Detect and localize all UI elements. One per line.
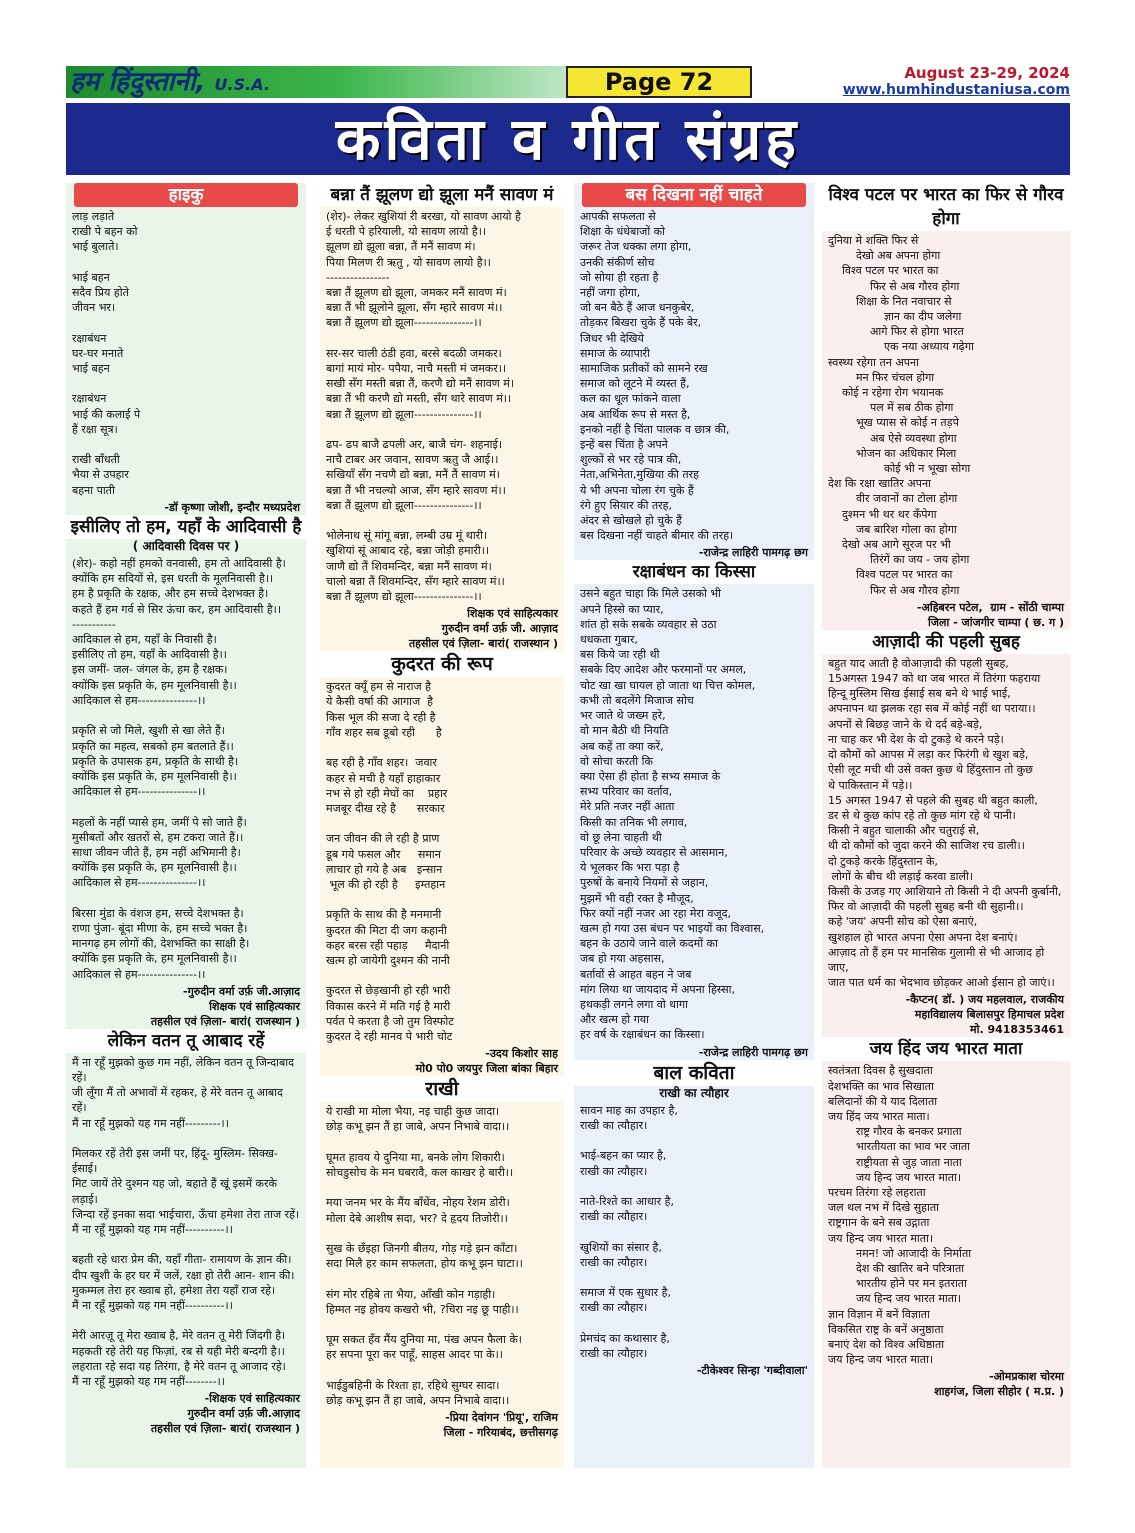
bas-dikhna-title: बस दिखना नहीं चाहते bbox=[582, 183, 806, 207]
brand-title bbox=[66, 66, 566, 98]
section-banner: कविता व गीत संग्रह bbox=[66, 103, 1070, 175]
column-4 bbox=[822, 183, 1070, 1468]
banna-text: (शेर)- लेकर खुशियां री बरखा, यो सावण आयो है ई धरती पे हरियाली, यो सावण लायो है।। झूलण द्यो झूला बन्ना, तैं मनैं सावण मं। पिया मिलण री ऋतु , यो सावण लायो है।। ---------------- बन्ना तैं झूलण द्यो झूला, जमकर मनैं सावण मं। बन्ना तैं भी झूलोने झूला, सँग म्हारे सावण मं।। बन्ना तैं झूलण द्यो झूला---------------।। सर-सर चाली ठंडी हवा, बरसे बदळी जमकर। बागां मायं मोर- पपैया, नाचै मस्ती मं जमकर।। सखी सँग मस्ती बन्ना तैं, करणै द्यो मनैं सावण मं। बन्ना तैं भी करणै द्यो मस्ती, सँग थारे सावण मं।। बन्ना तैं झूलण द्यो झूला---------------।। ढप- ढप बाजै ढपली अर, बाजै चंग- शहनाई। नाचै टाबर अर जवान, सावण ऋतु जै आई।। सखियाँ सँग नचणै द्यो बन्ना, मनैं तैं सावण मं। बन्ना तैं भी नचल्यो आज, सँग म्हारे सावण मं।। बन्ना तैं झूलण द्यो झूला---------------।। भोलेनाथ सूं मांगू बन्ना, लम्बी उम्र मूं थारी। खुशियां सूं आबाद रहे, बन्ना जोड़ी हमारी।। जाणै द्यो तैं शिवमन्दिर, बन्ना मनैं सावण मं। चालो बन्ना तैं शिवमन्दिर, सँग म्हारे सावण मं।। बन्ना तैं झूलण द्यो झूला---------------।। bbox=[326, 210, 521, 604]
banna-credit: शिक्षक एवं साहित्यकार गुरुदीन वर्मा उर्फ़ जी. आज़ाद तहसील एवं ज़िला- बारां( राजस्थान ) bbox=[408, 607, 558, 651]
azadi-subah-credit: -कैप्टन( डॉ. ) जय महलवाल, राजकीय महाविद्यालय बिलासपुर हिमाचल प्रदेश मो. 9418353461 bbox=[905, 993, 1064, 1037]
vishwa-patal-credit: -अहिबरन पटेल, ग्राम - सोंठी चाम्पा जिला - जांजगीर चाम्पा ( छ. ग ) bbox=[916, 600, 1064, 629]
raksha-kissa-credit: -राजेन्द्र लाहिरी पामगढ़ छग bbox=[698, 1045, 808, 1059]
azadi-subah-text: बहुत याद आती है वोआज़ादी की पहली सुबह, 15अगस्त 1947 को था जब भारत में तिरंगा फहराया हिन्दू मुस्लिम सिख ईसाई सब बने थे भाई भाई, अपनापन था झलक रहा सब में कोई नहीं था पराया।। अपनों से बिछड़ जाने के थे दर्द बड़े-बड़े, ना चाह कर भी देश के दो टुकड़े थे करने पड़े। दो कौमों को आपस में लड़ा कर फिरंगी थे खुश बड़े, ऐसी लूट मची थी उसे वक्त कुछ थे हिंदुस्तान तो कुछ थे पाकिस्तान में पड़े।। 15 अगस्त 1947 से पहले की सुबह थी बहुत काली, डर से थे कुछ कांप रहे तो कुछ मांग रहे थे पानी। किसी ने बहुत चालाकी और चतुराई से, थी दो कौमों को जुदा करने की साजिश रच डाली।। दो टुकड़े करके हिंदुस्तान के, लोगों के बीच थी लड़ाई करवा डाली। किसी के उजड़ गए आशियाने तो किसी ने दी अपनी कुर्बानी, फिर वो आज़ादी की पहली सुबह बनी थी सुहानी।। कहे 'जय' अपनी सोच को ऐसा बनाएं, खुशहाल हो भारत अपना ऐसा अपना देश बनाएं। आज़ाद तो हैं हम पर मानसिक गुलामी से भी आजाद हो जाए, जात पात धर्म का भेदभाव छोड़कर आओ ईसान हो जाएं।। bbox=[828, 656, 1062, 990]
kudrat-title: कुदरत की रूप bbox=[320, 651, 564, 677]
vishwa-patal-title: विश्व पटल पर भारत का फिर से गौरव होगा bbox=[822, 183, 1070, 231]
bal-kavita-credit: -टीकेश्वर सिन्हा 'गब्दीवाला' bbox=[696, 1364, 808, 1378]
brand-suffix: U.S.A. bbox=[214, 75, 270, 94]
adivasi-credit: -गुरुदीन वर्मा उर्फ़ जी.आज़ाद शिक्षक एवं साहित्यकार तहसील एवं ज़िला- बारां( राजस्थान ) bbox=[150, 984, 300, 1028]
bas-dikhna-text: आपकी सफलता से शिक्षा के धंधेबाजों को जरूर तेज धक्का लगा होगा, उनकी संकीर्ण सोच जो सोया ही रहता है नहीं जगा होगा, जो बन बैठे हैं आज धनकुबेर, तोड़कर बिखरा चुके हैं पके बेर, जिधर भी देखिये समाज के व्यापारी सामाजिक प्रतीकों को सामने रख समाज को लूटने में व्यस्त हैं, कल का धूल फांकने वाला अब आर्थिक रूप से मस्त है, इनको नहीं है चिंता पालक व छात्र की, इन्हें बस चिंता है अपने शुल्कों से भर रहे पात्र की, नेता,अभिनेता,मुखिया की तरह ये भी अपना चोला रंग चुके हैं रंगे हुए सियार की तरह, अंदर से खोखले हो चुके हैं बस दिखना नहीं चाहते बीमार की तरह। bbox=[580, 210, 734, 543]
azadi-subah-title: आज़ादी की पहली सुबह bbox=[822, 630, 1070, 654]
rakhi-text: ये राखी मा मोला भैया, नइ चाही कुछ जादा। छोड़ कभू झन तैं हा जाबे, अपन निभाबे वादा।। घूमत हावय ये दुनिया मा, बनके लोग शिकारी। सोचडुसोच के मन घबरावै, कल काखर हे बारी।। मया जनम भर के मैंय बाँधेंव, नोहय रेशम डोरी। मोला देबे आशीष सदा, भर? दे हृदय तिजोरी।। सुख के छँइहा जिनगी बीतय, गोड़ गड़े झन काँटा। सदा मिलै हर काम सफलता, होय कभू झन घाटा।। संग मोर रहिबे ता भैया, आँखी कोन गड़ाही। हिम्मत नइ होवय कखरो भी, ?चिरा नइ छू पाही।। घूम सकत हँव मैंय दुनिया मा, पंख अपन फैला के। हर सपना पूरा कर पाहूँ, साहस आदर पा के।। भाईडुबहिनी के रिश्ता हा, रहिथे सुग्घर सादा। छोड़ कभू झन तैं हा जाबे, अपन निभाबे वादा।। bbox=[326, 1105, 523, 1408]
bal-kavita-subtitle: राखी का त्यौहार bbox=[659, 1085, 729, 1100]
adivasi-text: (शेर)- कहो नहीं हमको वनवासी, हम तो आदिवासी है। क्योंकि हम सदियों से, इस धरती के मूलनिवासी है।। हम है प्रकृति के रक्षक, और हम सच्चे देशभक्त है। कहते हैं हम गर्व से सिर ऊंचा कर, हम आदिवासी है।। ----------- आदिकाल से हम, यहाँ के निवासी है। इसीलिए तो हम, यहाँ के आदिवासी है।। इस जमीं- जल- जंगल के, हम है रक्षक। क्योंकि इस प्रकृति के, हम मूलनिवासी है।। आदिकाल से हम---------------।। प्रकृति से जो मिले, खुशी से खा लेते हैं। प्रकृति का महत्व, सबको हम बतलाते हैं।। प्रकृति के उपासक हम, प्रकृति के साथी है। क्योंकि इस प्रकृति के, हम मूलनिवासी है।। आदिकाल से हम---------------।। महलों के नहीं प्यासे हम, जमीं पे सो जाते हैं। मुसीबतों और खतरों से, हम टकरा जाते हैं।। साधा जीवन जीते हैं, हम नहीं अभिमानी है। क्योंकि इस प्रकृति के, हम मूलनिवासी है।। आदिकाल से हम---------------।। बिरसा मुंडा के वंशज हम, सच्चे देशभक्त है। राणा पुंजा- बूंदा मीणा के, हम सच्चे भक्त है। मानगढ़ हम लोगों की, देशभक्ति का साक्षी है। क्योंकि इस प्रकृति के, हम मूलनिवासी है।। आदिकाल से हम---------------।। bbox=[72, 557, 286, 981]
haiku-text: लाड़ लड़ाते राखी पे बहन को भाई बुलाते। भाई बहन सदैव प्रिय होते जीवन भर। रक्षाबंधन घर-घर मनाते भाई बहन रक्षाबंधन भाई की कलाई पे हैं रक्षा सूत्र। राखी बाँधती भैया से उपहार बहना पाती bbox=[72, 210, 141, 497]
vatan-text: मैं ना रहूँ मुझको कुछ गम नहीं, लेकिन वतन तू जिन्दाबाद रहें। जी लूँगा मैं तो अभावों में रहकर, हे मेरे वतन तू आबाद रहें। मैं ना रहूँ मुझको यह गम नहीं---------।। मिलकर रहें तेरी इस जमीं पर, हिंदू- मुस्लिम- सिक्ख- ईसाई। मिट जायें तेरे दुश्मन यह जो, बहाते हैं खूं इसमें करके लड़ाई। जिन्दा रहें इनका सदा भाईचारा, ऊँचा हमेशा तेरा ताज रहें। मैं ना रहूँ मुझको यह गम नहीं----------।। बहती रहे धारा प्रेम की, यहाँ गीता- रामायण के ज्ञान की। दीप खुशी के हर घर में जलें, रक्षा हो तेरी आन- शान की। मुकम्मल तेरा हर ख्वाब हो, हमेशा तेरा यहाँ राज रहे। मैं ना रहूँ मुझको यह गम नहीं----------।। मेरी आरज़ू तू मेरा ख्वाब है, मेरे वतन तू मेरी जिंदगी है। महकती रहे तेरी यह फिज़ां, रब से यही मेरी बन्दगी है।। लहराता रहे सदा यह तिरंगा, है मेरे वतन तू आजाद रहे। मैं ना रहूँ मुझको यह गम नहीं--------।। bbox=[72, 1055, 300, 1389]
bal-kavita-title: बाल कविता bbox=[574, 1060, 814, 1086]
issue-date: August 23-29, 2024 bbox=[904, 64, 1070, 82]
column-1 bbox=[66, 183, 306, 1468]
rakhi-title: राखी bbox=[320, 1076, 564, 1102]
raksha-kissa-title: रक्षाबंधन का किस्सा bbox=[574, 560, 814, 584]
column-2 bbox=[320, 183, 564, 1468]
jai-hind-title: जय हिंद जय भारत माता bbox=[822, 1037, 1070, 1061]
haiku-title: हाइकु bbox=[74, 183, 298, 207]
brand-name: हम हिंदुस्तानी, bbox=[70, 67, 206, 97]
adivasi-title: इसीलिए तो हम, यहाँ के आदिवासी है bbox=[66, 515, 306, 539]
masthead bbox=[66, 66, 1070, 100]
bas-dikhna-credit: -राजेन्द्र लाहिरी पामगढ़ छग bbox=[698, 546, 808, 560]
jai-hind-text: स्वतंत्रता दिवस है सुखदाता देशभक्ति का भाव सिखाता बलिदानों की ये याद दिलाता जय हिंद जय भारत माता। राष्ट्र गौरव के बनकर प्रगाता भारतीयता का भाव भर जाता राष्ट्रीयता से जुड़ जाता नाता जय हिन्द जय भारत माता। परचम तिरंगा रहे लहराता जल थल नभ में दिखे सुहाता राष्ट्रगान के बने सब उद्गाता जय हिन्द जय भारत माता। नमन! जो आजादी के निर्माता देश की खातिर बने परित्राता भारतीय होने पर मन इतराता जय हिन्द जय भारत माता। ज्ञान विज्ञान में बनें विज्ञाता विकसित राष्ट्र के बनें अनुष्ठाता बनाएं देश को विश्व अधिष्ठाता जय हिन्द जय भारत माता। bbox=[828, 1064, 972, 1367]
adivasi-subtitle: ( आदिवासी दिवस पर ) bbox=[132, 538, 240, 553]
site-link[interactable]: www.humhindustaniusa.com bbox=[842, 82, 1070, 98]
bal-kavita-text: सावन माह का उपहार है, राखी का त्यौहार। भाई-बहन का प्यार है, राखी का त्यौहार। नाते-रिश्ते का आधार है, राखी का त्यौहार। खुशियों का संसार है, राखी का त्यौहार। समाज में एक सुधार है, राखी का त्यौहार। प्रेमचंद का कथासार है, राखी का त्यौहार। bbox=[580, 1103, 678, 1361]
page-number: Page 72 bbox=[566, 66, 752, 98]
column-3 bbox=[574, 183, 814, 1468]
jai-hind-credit: -ओमप्रकाश चोरमा शाहगंज, जिला सीहोर ( म.प्र. ) bbox=[934, 1370, 1064, 1399]
vishwa-patal-text: दुनिया मे शक्ति फिर से देखो अब अपना होगा विश्व पटल पर भारत का फिर से अब गौरव होगा शिक्षा के नित नवाचार से ज्ञान का दीप जलेगा आगे फिर से होगा भारत एक नया अध्याय गढ़ेगा स्वस्थ्य रहेगा तन अपना मन फिर चंचल होगा कोई न रहेगा रोग भयानक पल में सब ठीक होगा भूख प्यास से कोई न तड़पे अब ऐसे व्यवस्था होगा भोजन का अधिकार मिला कोई भी न भूखा सोगा देश कि रक्षा खातिर अपना वीर जवानों का टोला होगा दुश्मन भी थर थर कँपेगा जब बारिश गोला का होगा देखो अब आगे सूरज पर भी तिरंगें का जय - जय होगा विश्व पटल पर भारत का फिर से अब गौरव होगा bbox=[828, 234, 974, 597]
kudrat-credit: -उदय किशोर साह मो0 पो0 जयपुर जिला बांका बिहार bbox=[415, 1047, 558, 1076]
rakhi-credit: -प्रिया देवांगन 'प्रियू', राजिम जिला - गरियाबंद, छत्तीसगढ़ bbox=[443, 1411, 558, 1440]
vatan-credit: -शिक्षक एवं साहित्यकार गुरुदीन वर्मा उर्फ़ जी.आज़ाद तहसील एवं ज़िला- बारां( राजस्थान ) bbox=[150, 1392, 300, 1436]
haiku-credit: -डॉ कृष्णा जोशी, इन्दौर मध्यप्रदेश bbox=[164, 500, 300, 514]
banna-title: बन्ना तैं झूलण द्यो झूला मनैं सावण मं bbox=[320, 183, 564, 207]
kudrat-text: कुदरत क्यूँ हम से नाराज है ये कैसी वर्षा की आगाज है किस भूल की सजा दे रही है गाँव शहर सब डूबो रही है बह रही है गाँव शहर। जवार कहर से मची है यहाँ हाहाकार नभ से हो रही मेघों का प्रहार मजबूर दीख रहे है सरकार जन जीवन की ले रही है प्राण डूब गये फसल और समान लाचार हो गये है अब इन्सान भूल की हो रही है इम्तहान प्रकृति के साथ की है मनमानी कुदरत की मिटा दी जग कहानी कहर बरस रही पहाड़ मैदानी खत्म हो जायेगी दुश्मन की नानी कुदरत से छेड़खानी हो रही भारी विकास करने में मति गई है मारी पर्वत पे करता है जो तुम विस्फोट कुदरत दे रही मानव पे भारी चोट bbox=[326, 680, 454, 1043]
vatan-title: लेकिन वतन तू आबाद रहें bbox=[66, 1029, 306, 1053]
raksha-kissa-text: उसने बहुत चाहा कि मिले उसको भी अपने हिस्से का प्यार, शांत हो सके सबके व्यवहार से उठा धधकता गुबार, बस किये जा रही थी सबके दिए आदेश और फरमानों पर अमल, चोट खा खा घायल हो जाता था चित्त कोमल, कभी तो बदलेंगे मिजाज सोच भर जाते थे जख्म हरे, वो मान बैठी थी नियति अब कहें ता क्या करें, वो सोचा करती कि क्या ऐसा ही होता है सभ्य समाज के सभ्य परिवार का वर्ताव, मेरे प्रति नजर नहीं आता किसी का तनिक भी लगाव, वो छू लेना चाहती थी परिवार के अच्छे व्यवहार से आसमान, ये भूलकर कि भरा पड़ा है पुरुषों के बनाये नियमों से जहान, मुझमें भी वही रक्त है मौजूद, फिर क्यों नहीं नजर आ रहा मेरा वजूद, खत्म हो गया उस बंधन पर भाइयों का विश्वास, बहन के उठाये जाने वाले कदमों का जब हो गया अहसास, बर्तावों से आहत बहन ने जब मांग लिया था जायदाद में अपना हिस्सा, हथकड़ी लगने लगा वो धागा और खत्म हो गया हर वर्ष के रक्षाबंधन का किस्सा। bbox=[580, 587, 765, 1042]
